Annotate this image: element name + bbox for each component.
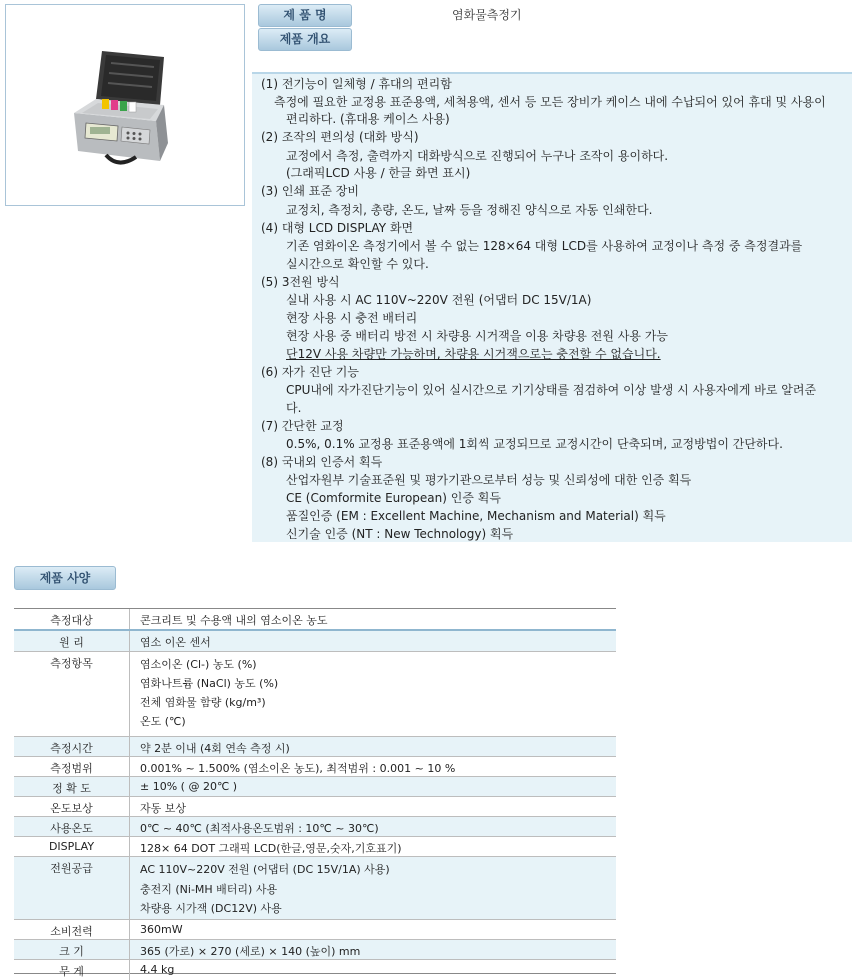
spec-value: 염소이온 (Cl-) 농도 (%) xyxy=(140,658,257,671)
spec-label: 소비전력 xyxy=(14,920,130,939)
product-name: 염화물측정기 xyxy=(452,8,522,22)
spec-label: 원 리 xyxy=(14,631,130,651)
spec-value: 128× 64 DOT 그래픽 LCD(한글,영문,숫자,기호표기) xyxy=(140,842,402,855)
spec-row-range xyxy=(14,757,616,777)
spec-row-items xyxy=(14,652,616,737)
spec-label: 측정항목 xyxy=(14,652,130,736)
spec-row-target xyxy=(14,609,616,631)
feature-line: 기존 염화이온 측정기에서 볼 수 없는 128×64 대형 LCD를 사용하여 교정이나 측정 중 측정결과를 xyxy=(286,239,803,253)
spec-value: 전체 염화물 함량 (kg/m³) xyxy=(140,696,266,709)
feature-title: (5) 3전원 방식 xyxy=(261,275,340,289)
spec-label: 전원공급 xyxy=(14,857,130,919)
spec-label: 크 기 xyxy=(14,940,130,959)
spec-row-principle xyxy=(14,631,616,652)
spec-value: 염화나트륨 (NaCl) 농도 (%) xyxy=(140,677,279,690)
spec-value: 자동 보상 xyxy=(140,802,187,815)
spec-label: DISPLAY xyxy=(14,837,130,856)
spec-row-time xyxy=(14,737,616,757)
feature-line: 실내 사용 시 AC 110V~220V 전원 (어댑터 DC 15V/1A) xyxy=(286,293,592,307)
spec-row-operating-temp xyxy=(14,817,616,837)
feature-title: (6) 자가 진단 기능 xyxy=(261,365,359,379)
feature-line: 다. xyxy=(286,401,302,415)
feature-line: 현장 사용 중 배터리 방전 시 차량용 시거잭을 이용 차량용 전원 사용 가능 xyxy=(286,329,668,343)
spec-section-title-label: 제품 사양 xyxy=(39,571,91,585)
spec-value: 360mW xyxy=(140,923,183,936)
feature-title: (7) 간단한 교정 xyxy=(261,419,344,433)
feature-line: 교정에서 측정, 출력까지 대화방식으로 진행되어 누구나 조작이 용이하다. xyxy=(286,149,669,163)
spec-value: ± 10% ( @ 20℃ ) xyxy=(140,780,238,793)
spec-row-accuracy xyxy=(14,777,616,797)
spec-value: 0℃ ~ 40℃ (최적사용온도범위 : 10℃ ~ 30℃) xyxy=(140,822,379,835)
feature-line: 편리하다. (휴대용 케이스 사용) xyxy=(286,112,450,126)
feature-line-notice: 단12V 사용 차량만 가능하며, 차량용 시거잭으로는 충전할 수 없습니다. xyxy=(286,347,661,361)
spec-row-display xyxy=(14,837,616,857)
spec-value: 차량용 시가잭 (DC12V) 사용 xyxy=(140,902,282,915)
feature-line: (그래픽LCD 사용 / 한글 화면 표시) xyxy=(286,166,471,180)
feature-line: CE (Comformite European) 인증 획득 xyxy=(286,491,501,505)
feature-title: (3) 인쇄 표준 장비 xyxy=(261,184,359,198)
spec-label: 정 확 도 xyxy=(14,777,130,796)
spec-value: 염소 이온 센서 xyxy=(140,636,211,649)
product-image xyxy=(5,4,245,206)
tab-product-name xyxy=(258,4,352,27)
feature-line: 측정에 필요한 교정용 표준용액, 세척용액, 센서 등 모든 장비가 케이스 내에 수납되어 있어 휴대 및 사용이 xyxy=(274,95,826,109)
spec-row-size xyxy=(14,940,616,960)
feature-line: 교정치, 측정치, 총량, 온도, 날짜 등을 정해진 양식으로 자동 인쇄한다. xyxy=(286,203,653,217)
spec-section-title xyxy=(14,566,116,590)
features-panel xyxy=(252,74,852,542)
feature-title: (4) 대형 LCD DISPLAY 화면 xyxy=(261,221,414,235)
tab-product-overview xyxy=(258,28,352,51)
spec-value: AC 110V~220V 전원 (어댑터 (DC 15V/1A) 사용) xyxy=(140,863,390,876)
feature-line: 신기술 인증 (NT : New Technology) 획득 xyxy=(286,527,514,541)
spec-table xyxy=(14,608,616,978)
spec-row-weight xyxy=(14,960,616,980)
feature-line: 산업자원부 기술표준원 및 평가기관으로부터 성능 및 신뢰성에 대한 인증 획득 xyxy=(286,473,692,487)
spec-row-power xyxy=(14,857,616,920)
spec-value: 충전지 (Ni-MH 배터리) 사용 xyxy=(140,883,278,896)
spec-label: 사용온도 xyxy=(14,817,130,836)
feature-line: CPU내에 자가진단기능이 있어 실시간으로 기기상태를 점검하여 이상 발생 시 사용자에게 바로 알려준 xyxy=(286,383,817,397)
spec-value: 온도 (℃) xyxy=(140,715,186,728)
spec-label: 측정범위 xyxy=(14,757,130,776)
spec-value: 콘크리트 및 수용액 내의 염소이온 농도 xyxy=(140,614,328,627)
feature-line: 실시간으로 확인할 수 있다. xyxy=(286,257,429,271)
tab-product-overview-label: 제품 개요 xyxy=(279,32,331,46)
feature-line: 0.5%, 0.1% 교정용 표준용액에 1회씩 교정되므로 교정시간이 단축되며, 교정방법이 간단하다. xyxy=(286,437,783,451)
chloride-meter-case-illustration xyxy=(56,43,196,173)
spec-label: 측정대상 xyxy=(14,609,130,629)
spec-value: 약 2분 이내 (4회 연속 측정 시) xyxy=(140,742,290,755)
spec-row-temp-comp xyxy=(14,797,616,817)
feature-line: 현장 사용 시 충전 배터리 xyxy=(286,311,418,325)
spec-value: 0.001% ~ 1.500% (염소이온 농도), 최적범위 : 0.001 ~ 10 % xyxy=(140,762,456,775)
spec-value: 4.4 kg xyxy=(140,963,175,976)
spec-value: 365 (가로) × 270 (세로) × 140 (높이) mm xyxy=(140,945,361,958)
spec-row-consumption xyxy=(14,920,616,940)
tab-product-name-label: 제 품 명 xyxy=(283,8,327,22)
feature-title: (1) 전기능이 일체형 / 휴대의 편리함 xyxy=(261,77,452,91)
spec-label: 무 게 xyxy=(14,960,130,980)
feature-title: (2) 조작의 편의성 (대화 방식) xyxy=(261,130,419,144)
spec-label: 측정시간 xyxy=(14,737,130,756)
spec-label: 온도보상 xyxy=(14,797,130,816)
feature-line: 품질인증 (EM : Excellent Machine, Mechanism and Material) 획득 xyxy=(286,509,666,523)
feature-title: (8) 국내외 인증서 획득 xyxy=(261,455,383,469)
